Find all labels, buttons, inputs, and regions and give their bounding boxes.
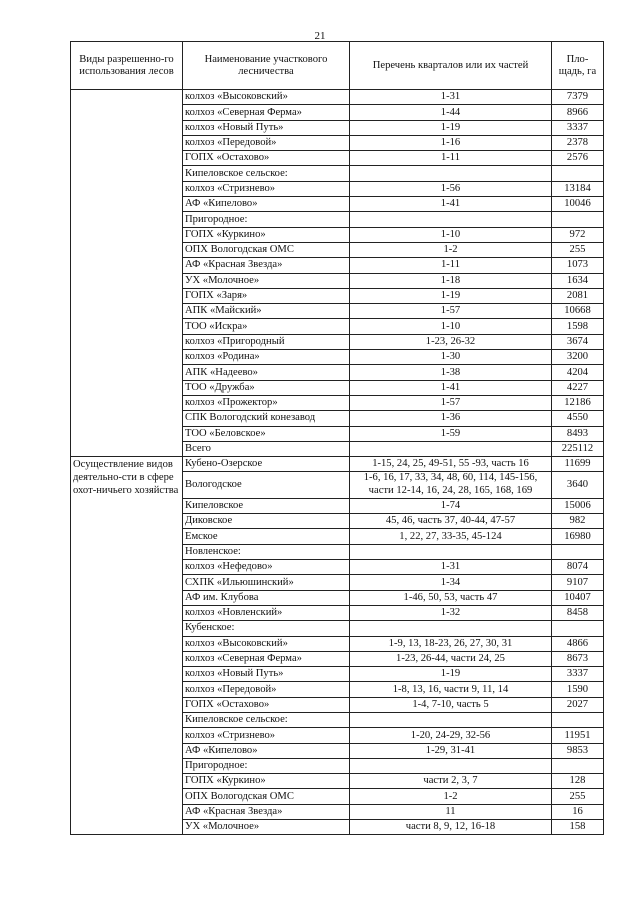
quarters-cell: 1-2 [350, 789, 552, 804]
forestry-name-cell: ГОПХ «Заря» [183, 288, 350, 303]
quarters-cell [350, 441, 552, 456]
quarters-cell: 1-31 [350, 560, 552, 575]
area-cell: 3337 [552, 120, 604, 135]
forestry-name-cell: ТОО «Дружба» [183, 380, 350, 395]
header-quarters: Перечень кварталов или их частей [350, 42, 552, 90]
quarters-cell: 1-32 [350, 605, 552, 620]
area-cell: 3640 [552, 472, 604, 498]
quarters-cell: 45, 46, часть 37, 40-44, 47-57 [350, 514, 552, 529]
forestry-name-cell: Кипеловское [183, 498, 350, 513]
area-cell: 7379 [552, 90, 604, 105]
forestry-name-cell: колхоз «Новленский» [183, 605, 350, 620]
area-cell: 4204 [552, 365, 604, 380]
area-cell: 1073 [552, 258, 604, 273]
area-cell: 1590 [552, 682, 604, 697]
area-cell: 13184 [552, 181, 604, 196]
quarters-cell: 1-34 [350, 575, 552, 590]
forestry-name-cell: колхоз «Северная Ферма» [183, 105, 350, 120]
forestry-name-cell: колхоз «Родина» [183, 350, 350, 365]
quarters-cell: части 8, 9, 12, 16-18 [350, 820, 552, 835]
quarters-cell: 1-10 [350, 319, 552, 334]
quarters-cell: 1-41 [350, 197, 552, 212]
area-cell: 1634 [552, 273, 604, 288]
table-row [71, 90, 604, 105]
quarters-cell [350, 544, 552, 559]
quarters-cell: 1-56 [350, 181, 552, 196]
area-cell: 158 [552, 820, 604, 835]
forestry-name-cell: Кипеловское сельское: [183, 166, 350, 181]
quarters-cell: части 2, 3, 7 [350, 774, 552, 789]
area-cell: 972 [552, 227, 604, 242]
forestry-name-cell: колхоз «Высоковский» [183, 636, 350, 651]
area-cell: 3200 [552, 350, 604, 365]
quarters-cell: 1-2 [350, 242, 552, 257]
area-cell: 8493 [552, 426, 604, 441]
quarters-cell: 11 [350, 804, 552, 819]
quarters-cell: 1-19 [350, 667, 552, 682]
table-row [71, 457, 604, 472]
area-cell: 8673 [552, 651, 604, 666]
forestry-name-cell: Новленское: [183, 544, 350, 559]
quarters-cell [350, 166, 552, 181]
quarters-cell: 1-11 [350, 258, 552, 273]
forestry-name-cell: колхоз «Новый Путь» [183, 120, 350, 135]
area-cell: 11699 [552, 457, 604, 472]
area-cell: 4227 [552, 380, 604, 395]
area-cell: 3674 [552, 334, 604, 349]
forestry-name-cell: АФ «Красная Звезда» [183, 804, 350, 819]
quarters-cell: 1-46, 50, 53, часть 47 [350, 590, 552, 605]
quarters-cell [350, 621, 552, 636]
quarters-cell: 1-18 [350, 273, 552, 288]
quarters-cell [350, 712, 552, 727]
area-cell: 4550 [552, 411, 604, 426]
area-cell: 1598 [552, 319, 604, 334]
forestry-name-cell: колхоз «Прожектор» [183, 395, 350, 410]
forestry-name-cell: Кубенское: [183, 621, 350, 636]
forestry-name-cell: АФ «Красная Звезда» [183, 258, 350, 273]
quarters-cell: 1-6, 16, 17, 33, 34, 48, 60, 114, 145-156, части 12-14, 16, 24, 28, 165, 168, 169 [350, 472, 552, 498]
quarters-cell: 1-44 [350, 105, 552, 120]
use-type-cell: Осуществление видов деятельно-сти в сфере охот-ничьего хозяйства [71, 457, 183, 835]
quarters-cell: 1-23, 26-32 [350, 334, 552, 349]
quarters-cell: 1-19 [350, 120, 552, 135]
area-cell [552, 166, 604, 181]
forestry-name-cell: колхоз «Пригородный [183, 334, 350, 349]
quarters-cell: 1-4, 7-10, часть 5 [350, 697, 552, 712]
area-cell: 255 [552, 789, 604, 804]
quarters-cell: 1-20, 24-29, 32-56 [350, 728, 552, 743]
forestry-name-cell: ГОПХ «Куркино» [183, 774, 350, 789]
quarters-cell: 1-57 [350, 395, 552, 410]
quarters-cell: 1-15, 24, 25, 49-51, 55 -93, часть 16 [350, 457, 552, 472]
forestry-name-cell: Вологодское [183, 472, 350, 498]
forestry-name-cell: Пригородное: [183, 212, 350, 227]
quarters-cell: 1-30 [350, 350, 552, 365]
forestry-name-cell: колхоз «Передовой» [183, 135, 350, 150]
area-cell: 9107 [552, 575, 604, 590]
forestry-name-cell: колхоз «Стризнево» [183, 181, 350, 196]
area-cell: 12186 [552, 395, 604, 410]
quarters-cell: 1-9, 13, 18-23, 26, 27, 30, 31 [350, 636, 552, 651]
area-cell [552, 758, 604, 773]
forestry-name-cell: АФ «Кипелово» [183, 197, 350, 212]
quarters-cell: 1-11 [350, 151, 552, 166]
area-cell: 10407 [552, 590, 604, 605]
forestry-name-cell: колхоз «Передовой» [183, 682, 350, 697]
forestry-name-cell: Диковское [183, 514, 350, 529]
quarters-cell: 1-23, 26-44, части 24, 25 [350, 651, 552, 666]
forestry-name-cell: ГОПХ «Остахово» [183, 697, 350, 712]
quarters-cell: 1-16 [350, 135, 552, 150]
forestry-name-cell: ТОО «Беловское» [183, 426, 350, 441]
header-use: Виды разрешенно-го использования лесов [71, 42, 183, 90]
forestry-name-cell: ГОПХ «Остахово» [183, 151, 350, 166]
quarters-cell [350, 758, 552, 773]
quarters-cell: 1-59 [350, 426, 552, 441]
area-cell: 4866 [552, 636, 604, 651]
area-cell: 8074 [552, 560, 604, 575]
forestry-name-cell: СПК Вологодский конезавод [183, 411, 350, 426]
forestry-name-cell: УХ «Молочное» [183, 820, 350, 835]
quarters-cell: 1-10 [350, 227, 552, 242]
quarters-cell: 1-8, 13, 16, части 9, 11, 14 [350, 682, 552, 697]
quarters-cell: 1-41 [350, 380, 552, 395]
forestry-name-cell: Емское [183, 529, 350, 544]
area-cell: 225112 [552, 441, 604, 456]
forestry-name-cell: ГОПХ «Куркино» [183, 227, 350, 242]
forestry-name-cell: ОПХ Вологодская ОМС [183, 242, 350, 257]
area-cell [552, 712, 604, 727]
area-cell [552, 212, 604, 227]
area-cell: 8966 [552, 105, 604, 120]
forestry-name-cell: УХ «Молочное» [183, 273, 350, 288]
forestry-name-cell: Пригородное: [183, 758, 350, 773]
area-cell: 8458 [552, 605, 604, 620]
forestry-name-cell: АФ им. Клубова [183, 590, 350, 605]
quarters-cell: 1-29, 31-41 [350, 743, 552, 758]
area-cell: 10046 [552, 197, 604, 212]
area-cell: 3337 [552, 667, 604, 682]
area-cell: 982 [552, 514, 604, 529]
use-type-cell [71, 90, 183, 457]
forestry-name-cell: Кубено-Озерское [183, 457, 350, 472]
area-cell: 16 [552, 804, 604, 819]
quarters-cell: 1-31 [350, 90, 552, 105]
area-cell: 2576 [552, 151, 604, 166]
quarters-cell: 1-19 [350, 288, 552, 303]
forest-use-table [70, 41, 604, 835]
forestry-name-cell: АФ «Кипелово» [183, 743, 350, 758]
area-cell [552, 544, 604, 559]
area-cell: 15006 [552, 498, 604, 513]
area-cell: 2027 [552, 697, 604, 712]
header-forestry: Наименование участкового лесничества [183, 42, 350, 90]
forestry-name-cell: колхоз «Северная Ферма» [183, 651, 350, 666]
forestry-name-cell: Кипеловское сельское: [183, 712, 350, 727]
header-area: Пло-щадь, га [552, 42, 604, 90]
area-cell [552, 621, 604, 636]
forestry-name-cell: АПК «Надеево» [183, 365, 350, 380]
page-number: 21 [314, 30, 326, 42]
area-cell: 16980 [552, 529, 604, 544]
quarters-cell: 1-74 [350, 498, 552, 513]
forestry-name-cell: колхоз «Стризнево» [183, 728, 350, 743]
forestry-name-cell: СХПК «Ильюшинский» [183, 575, 350, 590]
forestry-name-cell: ОПХ Вологодская ОМС [183, 789, 350, 804]
forestry-name-cell: колхоз «Нефедово» [183, 560, 350, 575]
forestry-name-cell: колхоз «Новый Путь» [183, 667, 350, 682]
forestry-name-cell: ТОО «Искра» [183, 319, 350, 334]
area-cell: 9853 [552, 743, 604, 758]
area-cell: 128 [552, 774, 604, 789]
quarters-cell: 1-36 [350, 411, 552, 426]
quarters-cell [350, 212, 552, 227]
area-cell: 2378 [552, 135, 604, 150]
quarters-cell: 1-57 [350, 304, 552, 319]
area-cell: 2081 [552, 288, 604, 303]
area-cell: 10668 [552, 304, 604, 319]
quarters-cell: 1, 22, 27, 33-35, 45-124 [350, 529, 552, 544]
forestry-name-cell: колхоз «Высоковский» [183, 90, 350, 105]
area-cell: 11951 [552, 728, 604, 743]
forestry-name-cell: Всего [183, 441, 350, 456]
forestry-name-cell: АПК «Майский» [183, 304, 350, 319]
area-cell: 255 [552, 242, 604, 257]
quarters-cell: 1-38 [350, 365, 552, 380]
